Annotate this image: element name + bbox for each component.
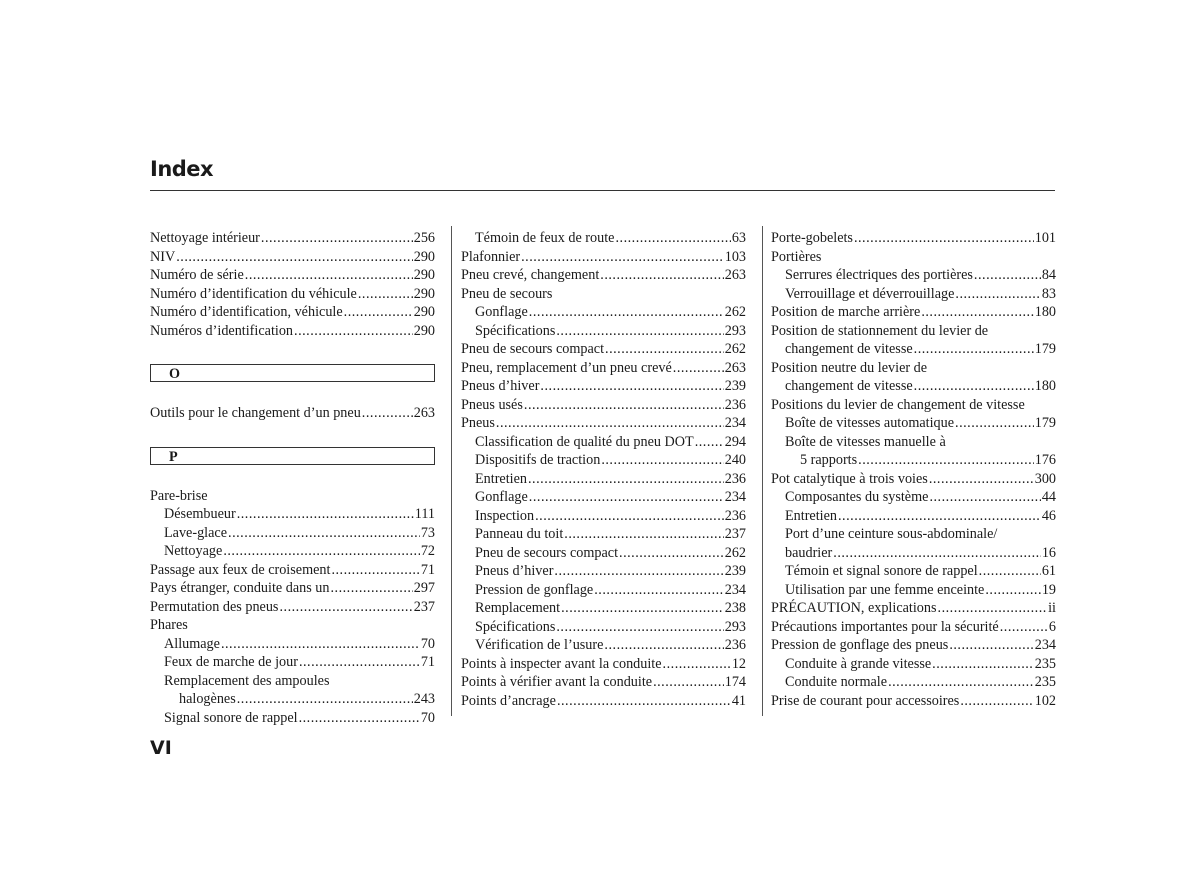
page-number: VI [150, 737, 172, 759]
index-entry [771, 414, 1056, 433]
index-entry [771, 525, 1056, 544]
index-entry [771, 451, 1056, 470]
index-entry [150, 303, 435, 322]
entry-page-number: 263 [724, 359, 746, 376]
entry-page-number: 297 [413, 580, 435, 596]
index-entry [461, 322, 746, 341]
dot-leader [496, 414, 724, 433]
section-header-p: P [150, 447, 435, 465]
entry-page-number: 290 [413, 304, 435, 320]
dot-leader [888, 673, 1034, 692]
column-divider [451, 226, 452, 716]
dot-leader [854, 229, 1034, 248]
index-entry [150, 266, 435, 285]
dot-leader [932, 655, 1034, 674]
entry-page-number: 239 [724, 378, 746, 394]
dot-leader [237, 505, 414, 524]
entry-page-number: 83 [1041, 285, 1056, 302]
entry-page-number: 290 [413, 248, 435, 265]
index-entry [461, 562, 746, 581]
entry-term: Serrures électriques des portières [785, 267, 973, 283]
index-entry [150, 653, 435, 672]
index-entry [771, 248, 1056, 267]
index-column-2 [461, 229, 746, 710]
dot-leader [176, 248, 413, 267]
index-entry [150, 322, 435, 341]
dot-leader [601, 451, 723, 470]
index-entry [771, 655, 1056, 674]
index-entry [150, 505, 435, 524]
index-entry [150, 229, 435, 248]
entry-page-number: 293 [724, 322, 746, 339]
entry-term: NIV [150, 248, 176, 265]
entry-term: Pneu de secours [461, 285, 553, 302]
dot-leader [673, 359, 724, 378]
index-entry [771, 285, 1056, 304]
dot-leader [299, 653, 420, 672]
entry-term: PRÉCAUTION, explications [771, 600, 937, 616]
entry-term: Pneus [461, 415, 495, 431]
dot-leader [594, 581, 724, 600]
entry-page-number: 179 [1034, 341, 1056, 357]
entry-term: Pression de gonflage des pneus [771, 637, 949, 653]
index-entry [771, 266, 1056, 285]
dot-leader [929, 488, 1040, 507]
dot-leader [653, 673, 724, 692]
entry-term: Pneu de secours compact [461, 341, 605, 357]
entry-page-number: 63 [731, 230, 746, 246]
entry-term: Précautions importantes pour la sécurité [771, 618, 999, 635]
dot-leader [979, 562, 1041, 581]
index-entry [771, 618, 1056, 637]
dot-leader [528, 470, 724, 489]
entry-term: Points à vérifier avant la conduite [461, 674, 653, 690]
entry-term: Boîte de vitesses automatique [785, 415, 955, 431]
index-group-p [150, 487, 435, 728]
index-entry [150, 616, 435, 635]
entry-term: Outils pour le changement d’un pneu [150, 405, 361, 421]
entry-term: Remplacement [475, 600, 561, 616]
entry-page-number: 235 [1034, 674, 1056, 690]
entry-page-number: 256 [413, 230, 435, 246]
entry-page-number: 243 [413, 691, 435, 707]
index-entry [771, 359, 1056, 378]
index-entry [461, 544, 746, 563]
index-entry [461, 507, 746, 526]
dot-leader [955, 285, 1040, 304]
entry-page-number: 72 [420, 543, 435, 559]
entry-page-number: 84 [1041, 267, 1056, 283]
index-entry [461, 636, 746, 655]
entry-term: halogènes [179, 691, 236, 707]
entry-term: Composantes du système [785, 489, 929, 505]
entry-page-number: 111 [414, 506, 435, 522]
entry-term: Permutation des pneus [150, 598, 279, 615]
entry-term: Pneus d’hiver [475, 563, 554, 579]
entry-term: Lave-glace [164, 524, 228, 541]
entry-term: Gonflage [475, 489, 528, 505]
entry-term: Spécifications [475, 322, 556, 339]
entry-term: Désembueur [164, 506, 236, 522]
title-divider [150, 190, 1055, 191]
index-column-3 [771, 229, 1056, 710]
dot-leader [540, 377, 723, 396]
index-entry [771, 433, 1056, 452]
index-entry [150, 579, 435, 598]
entry-page-number: 290 [413, 285, 435, 302]
entry-term: Prise de courant pour accessoires [771, 692, 960, 709]
entry-term: Entretien [475, 470, 527, 487]
dot-leader [858, 451, 1034, 470]
entry-term: Pression de gonflage [475, 581, 594, 598]
entry-term: Boîte de vitesses manuelle à [785, 433, 946, 450]
entry-page-number: 236 [724, 396, 746, 413]
dot-leader [663, 655, 731, 674]
entry-page-number: 44 [1041, 489, 1056, 505]
index-entry [461, 581, 746, 600]
dot-leader [600, 266, 723, 285]
dot-leader [221, 635, 420, 654]
entry-page-number: 290 [413, 322, 435, 339]
entry-term: Portières [771, 248, 822, 265]
page-title: Index [150, 157, 214, 181]
entry-term: Numéro d’identification du véhicule [150, 285, 357, 302]
index-entry [150, 709, 435, 728]
dot-leader [619, 544, 724, 563]
dot-leader [554, 562, 723, 581]
entry-term: Phares [150, 617, 188, 633]
entry-term: Entretien [785, 507, 837, 524]
index-entry [461, 414, 746, 433]
entry-term: changement de vitesse [785, 341, 913, 357]
entry-term: Pneus d’hiver [461, 378, 540, 394]
dot-leader [299, 709, 420, 728]
entry-page-number: 234 [1034, 637, 1056, 653]
entry-page-number: 180 [1034, 378, 1056, 394]
dot-leader [521, 248, 724, 267]
index-entry [771, 470, 1056, 489]
entry-page-number: 102 [1034, 692, 1056, 709]
entry-term: Points à inspecter avant la conduite [461, 655, 662, 672]
dot-leader [833, 544, 1041, 563]
entry-term: Utilisation par une femme enceinte [785, 581, 985, 598]
entry-term: Porte-gobelets [771, 230, 853, 246]
entry-page-number: 236 [724, 470, 746, 487]
entry-page-number: 235 [1034, 655, 1056, 672]
entry-term: Panneau du toit [475, 526, 564, 542]
index-entry [771, 507, 1056, 526]
dot-leader [985, 581, 1040, 600]
dot-leader [949, 636, 1033, 655]
entry-term: Signal sonore de rappel [164, 709, 298, 726]
entry-term: Remplacement des ampoules [164, 672, 330, 689]
entry-page-number: 236 [724, 507, 746, 524]
entry-term: Port d’une ceinture sous-abdominale/ [785, 526, 998, 542]
index-entry [461, 599, 746, 618]
dot-leader [237, 690, 413, 709]
column-divider [762, 226, 763, 716]
index-entry [461, 377, 746, 396]
index-entry [461, 340, 746, 359]
index-entry [150, 404, 435, 423]
index-entry [771, 488, 1056, 507]
index-entry [461, 248, 746, 267]
index-entry [771, 544, 1056, 563]
entry-term: Verrouillage et déverrouillage [785, 285, 955, 302]
section-header-o: O [150, 364, 435, 382]
dot-leader [279, 598, 412, 617]
index-entry [461, 673, 746, 692]
entry-page-number: 46 [1041, 507, 1056, 524]
index-entry [461, 303, 746, 322]
dot-leader [615, 229, 730, 248]
entry-term: Témoin et signal sonore de rappel [785, 563, 978, 579]
index-entry [461, 692, 746, 711]
index-entry [461, 266, 746, 285]
index-entry [771, 340, 1056, 359]
entry-page-number: 262 [724, 341, 746, 357]
index-entry [461, 396, 746, 415]
entry-page-number: ii [1048, 600, 1056, 616]
entry-page-number: 300 [1034, 470, 1056, 487]
index-column-1 [150, 229, 435, 727]
dot-leader [294, 322, 413, 341]
entry-term: Dispositifs de traction [475, 452, 601, 468]
dot-leader [974, 266, 1041, 285]
entry-term: Points d’ancrage [461, 692, 556, 709]
entry-page-number: 263 [413, 405, 435, 421]
entry-page-number: 237 [413, 598, 435, 615]
index-entry [150, 690, 435, 709]
entry-page-number: 294 [724, 433, 746, 450]
entry-term: 5 rapports [800, 452, 858, 468]
entry-page-number: 12 [731, 655, 746, 672]
entry-page-number: 176 [1034, 452, 1056, 468]
entry-page-number: 71 [420, 654, 435, 670]
dot-leader [261, 229, 413, 248]
entry-page-number: 180 [1034, 304, 1056, 320]
entry-term: Position de stationnement du levier de [771, 322, 989, 339]
index-entry [461, 655, 746, 674]
entry-term: Pneu de secours compact [475, 544, 619, 561]
entry-term: Nettoyage intérieur [150, 230, 260, 246]
index-entry [150, 487, 435, 506]
dot-leader [524, 396, 724, 415]
entry-page-number: 73 [420, 524, 435, 541]
entry-term: Témoin de feux de route [475, 230, 615, 246]
index-entry [771, 396, 1056, 415]
index-entry [461, 229, 746, 248]
entry-term: Pot catalytique à trois voies [771, 470, 928, 487]
dot-leader [529, 488, 724, 507]
dot-leader [330, 579, 412, 598]
entry-term: Conduite à grande vitesse [785, 655, 932, 672]
dot-leader [344, 303, 413, 322]
entry-page-number: 290 [413, 267, 435, 283]
index-group-n [150, 229, 435, 340]
entry-page-number: 19 [1041, 581, 1056, 598]
entry-page-number: 239 [724, 563, 746, 579]
entry-page-number: 234 [724, 581, 746, 598]
dot-leader [564, 525, 723, 544]
entry-page-number: 236 [724, 637, 746, 653]
entry-term: Numéros d’identification [150, 322, 294, 339]
index-entry [461, 359, 746, 378]
entry-page-number: 6 [1048, 618, 1056, 635]
entry-term: Spécifications [475, 618, 556, 635]
entry-term: Gonflage [475, 304, 528, 320]
entry-term: Position neutre du levier de [771, 359, 928, 376]
entry-term: Inspection [475, 507, 535, 524]
dot-leader [914, 377, 1034, 396]
entry-page-number: 41 [731, 692, 746, 709]
entry-term: Vérification de l’usure [475, 637, 604, 653]
entry-page-number: 238 [724, 600, 746, 616]
entry-term: Pare-brise [150, 487, 208, 504]
dot-leader [605, 340, 724, 359]
dot-leader [223, 542, 420, 561]
dot-leader [929, 470, 1034, 489]
entry-term: Numéro d’identification, véhicule [150, 304, 343, 320]
entry-term: Allumage [164, 635, 220, 652]
entry-term: Pneu crevé, changement [461, 267, 600, 283]
index-entry [461, 470, 746, 489]
index-entry [461, 433, 746, 452]
entry-page-number: 263 [724, 267, 746, 283]
entry-term: changement de vitesse [785, 378, 913, 394]
entry-term: Positions du levier de changement de vitesse [771, 396, 1025, 413]
index-entry [150, 561, 435, 580]
dot-leader [529, 303, 724, 322]
index-entry [771, 562, 1056, 581]
entry-term: Nettoyage [164, 543, 223, 559]
dot-leader [331, 561, 419, 580]
index-group-o [150, 404, 435, 423]
entry-page-number: 262 [724, 544, 746, 561]
index-entry [461, 525, 746, 544]
entry-page-number: 16 [1041, 544, 1056, 561]
index-entry [150, 598, 435, 617]
entry-term: Feux de marche de jour [164, 654, 298, 670]
index-entry [150, 542, 435, 561]
dot-leader [557, 692, 731, 711]
index-entry [150, 285, 435, 304]
index-entry [771, 377, 1056, 396]
entry-term: Pneus usés [461, 396, 523, 413]
index-entry [150, 635, 435, 654]
entry-term: baudrier [785, 544, 833, 561]
entry-page-number: 240 [724, 452, 746, 468]
dot-leader [955, 414, 1034, 433]
dot-leader [228, 524, 420, 543]
index-entry [461, 285, 746, 304]
index-entry [461, 618, 746, 637]
entry-term: Conduite normale [785, 674, 888, 690]
entry-page-number: 179 [1034, 415, 1056, 431]
dot-leader [535, 507, 724, 526]
entry-page-number: 262 [724, 304, 746, 320]
index-entry [771, 673, 1056, 692]
entry-term: Passage aux feux de croisement [150, 561, 331, 578]
entry-page-number: 234 [724, 489, 746, 505]
index-entry [461, 488, 746, 507]
entry-term: Pays étranger, conduite dans un [150, 580, 330, 596]
index-entry [150, 524, 435, 543]
index-entry [771, 229, 1056, 248]
index-entry [771, 322, 1056, 341]
entry-term: Classification de qualité du pneu DOT [475, 433, 694, 450]
entry-page-number: 101 [1034, 230, 1056, 246]
dot-leader [556, 618, 723, 637]
dot-leader [921, 303, 1033, 322]
index-entry [461, 451, 746, 470]
index-entry [771, 636, 1056, 655]
entry-page-number: 71 [420, 561, 435, 578]
dot-leader [561, 599, 724, 618]
entry-page-number: 174 [724, 674, 746, 690]
dot-leader [358, 285, 413, 304]
index-entry [150, 672, 435, 691]
dot-leader [695, 433, 724, 452]
entry-term: Numéro de série [150, 267, 244, 283]
dot-leader [914, 340, 1034, 359]
index-entry [771, 303, 1056, 322]
dot-leader [556, 322, 723, 341]
index-entry [771, 599, 1056, 618]
index-entry [150, 248, 435, 267]
entry-page-number: 70 [420, 635, 435, 652]
entry-term: Pneu, remplacement d’un pneu crevé [461, 359, 672, 376]
dot-leader [245, 266, 413, 285]
entry-page-number: 70 [420, 709, 435, 726]
dot-leader [838, 507, 1041, 526]
dot-leader [1000, 618, 1048, 637]
entry-page-number: 103 [724, 248, 746, 265]
entry-page-number: 237 [724, 526, 746, 542]
entry-page-number: 61 [1041, 563, 1056, 579]
dot-leader [938, 599, 1048, 618]
dot-leader [960, 692, 1033, 711]
index-entry [771, 692, 1056, 711]
dot-leader [604, 636, 723, 655]
dot-leader [362, 404, 413, 423]
entry-page-number: 234 [724, 415, 746, 431]
entry-term: Plafonnier [461, 248, 521, 265]
entry-term: Position de marche arrière [771, 304, 921, 320]
index-entry [771, 581, 1056, 600]
entry-page-number: 293 [724, 618, 746, 635]
